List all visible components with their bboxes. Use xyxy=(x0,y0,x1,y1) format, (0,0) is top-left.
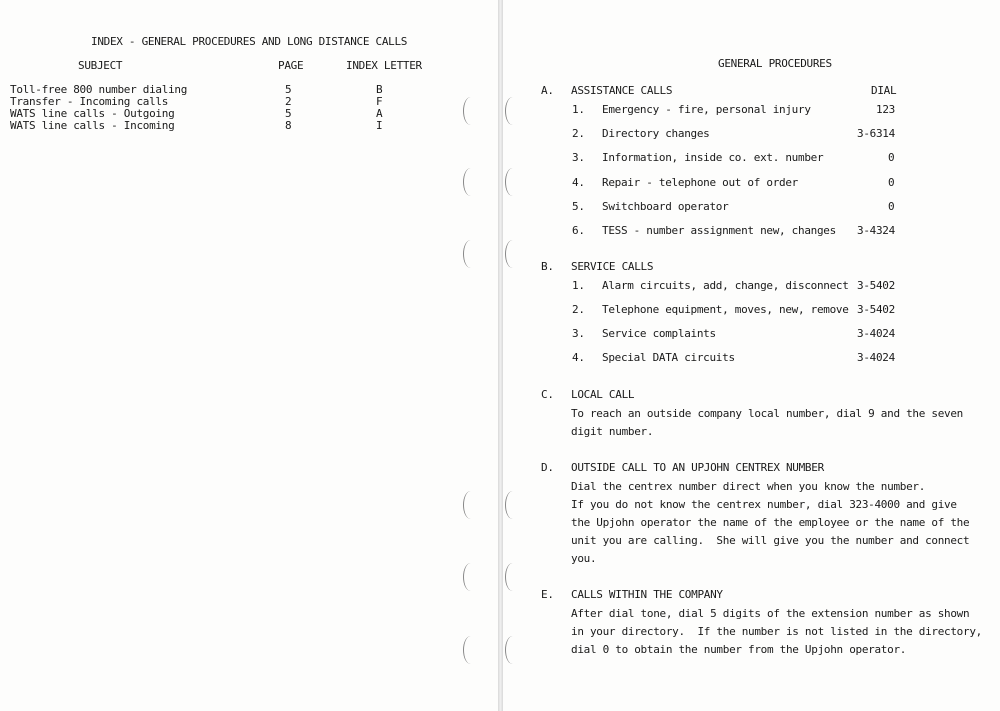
index-row-letter: B xyxy=(376,83,383,96)
item-dial: 0 xyxy=(888,200,895,213)
item-dial: 123 xyxy=(876,103,895,116)
dial-header: DIAL xyxy=(871,84,897,97)
body-line: in your directory. If the number is not listed in the directory, xyxy=(571,625,982,638)
section-letter: A. xyxy=(541,84,554,97)
item-dial: 3-4024 xyxy=(857,327,895,340)
section-heading: SERVICE CALLS xyxy=(571,260,654,273)
item-number: 3. xyxy=(572,327,585,340)
index-row-page: 5 xyxy=(285,107,292,120)
binder-hole-mark xyxy=(463,168,478,196)
item-number: 1. xyxy=(572,103,585,116)
section-heading: LOCAL CALL xyxy=(571,388,635,401)
item-dial: 3-5402 xyxy=(857,279,895,292)
item-dial: 0 xyxy=(888,176,895,189)
item-number: 4. xyxy=(572,176,585,189)
section-letter: B. xyxy=(541,260,554,273)
section-heading: CALLS WITHIN THE COMPANY xyxy=(571,588,723,601)
index-title: INDEX - GENERAL PROCEDURES AND LONG DISTANCE CALLS xyxy=(91,35,408,48)
body-line: Dial the centrex number direct when you know the number. xyxy=(571,480,926,493)
item-text: Special DATA circuits xyxy=(602,351,735,364)
index-row-page: 5 xyxy=(285,83,292,96)
body-line: you. xyxy=(571,552,597,565)
index-row-letter: I xyxy=(376,119,383,132)
item-number: 3. xyxy=(572,151,585,164)
item-number: 5. xyxy=(572,200,585,213)
body-line: digit number. xyxy=(571,425,654,438)
binder-hole-mark xyxy=(463,240,478,268)
item-number: 4. xyxy=(572,351,585,364)
subject-header: SUBJECT xyxy=(78,59,123,72)
item-text: Repair - telephone out of order xyxy=(602,176,798,189)
item-dial: 3-4324 xyxy=(857,224,895,237)
binder-hole-mark xyxy=(505,491,520,519)
body-line: unit you are calling. She will give you the number and connect xyxy=(571,534,970,547)
item-text: Emergency - fire, personal injury xyxy=(602,103,811,116)
body-line: To reach an outside company local number, dial 9 and the seven xyxy=(571,407,963,420)
binder-hole-mark xyxy=(463,563,478,591)
binder-hole-mark xyxy=(463,491,478,519)
item-dial: 3-6314 xyxy=(857,127,895,140)
item-number: 2. xyxy=(572,303,585,316)
item-text: Directory changes xyxy=(602,127,710,140)
page-title: GENERAL PROCEDURES xyxy=(718,57,832,70)
index-row-page: 2 xyxy=(285,95,292,108)
binder-hole-mark xyxy=(463,97,478,125)
item-text: Switchboard operator xyxy=(602,200,729,213)
index-row-page: 8 xyxy=(285,119,292,132)
item-text: Information, inside co. ext. number xyxy=(602,151,824,164)
item-number: 1. xyxy=(572,279,585,292)
index-row-letter: A xyxy=(376,107,383,120)
binder-hole-mark xyxy=(505,563,520,591)
binder-hole-mark xyxy=(505,240,520,268)
item-number: 6. xyxy=(572,224,585,237)
item-dial: 0 xyxy=(888,151,895,164)
index-row-subject: WATS line calls - Outgoing xyxy=(10,107,175,120)
page-header: PAGE xyxy=(278,59,304,72)
body-line: After dial tone, dial 5 digits of the extension number as shown xyxy=(571,607,970,620)
index-row-letter: F xyxy=(376,95,383,108)
body-line: the Upjohn operator the name of the employee or the name of the xyxy=(571,516,970,529)
section-letter: E. xyxy=(541,588,554,601)
body-line: dial 0 to obtain the number from the Upjohn operator. xyxy=(571,643,907,656)
index-row-subject: Transfer - Incoming calls xyxy=(10,95,169,108)
body-line: If you do not know the centrex number, dial 323-4000 and give xyxy=(571,498,957,511)
item-text: Telephone equipment, moves, new, remove xyxy=(602,303,849,316)
section-letter: D. xyxy=(541,461,554,474)
binder-hole-mark xyxy=(505,168,520,196)
binder-hole-mark xyxy=(463,636,478,664)
item-dial: 3-5402 xyxy=(857,303,895,316)
section-heading: OUTSIDE CALL TO AN UPJOHN CENTREX NUMBER xyxy=(571,461,824,474)
item-dial: 3-4024 xyxy=(857,351,895,364)
binder-hole-mark xyxy=(505,97,520,125)
index-row-subject: Toll-free 800 number dialing xyxy=(10,83,188,96)
section-letter: C. xyxy=(541,388,554,401)
item-number: 2. xyxy=(572,127,585,140)
item-text: Service complaints xyxy=(602,327,716,340)
index-row-subject: WATS line calls - Incoming xyxy=(10,119,175,132)
index-letter-header: INDEX LETTER xyxy=(346,59,422,72)
binder-hole-mark xyxy=(505,636,520,664)
item-text: Alarm circuits, add, change, disconnect xyxy=(602,279,849,292)
item-text: TESS - number assignment new, changes xyxy=(602,224,836,237)
section-heading: ASSISTANCE CALLS xyxy=(571,84,673,97)
